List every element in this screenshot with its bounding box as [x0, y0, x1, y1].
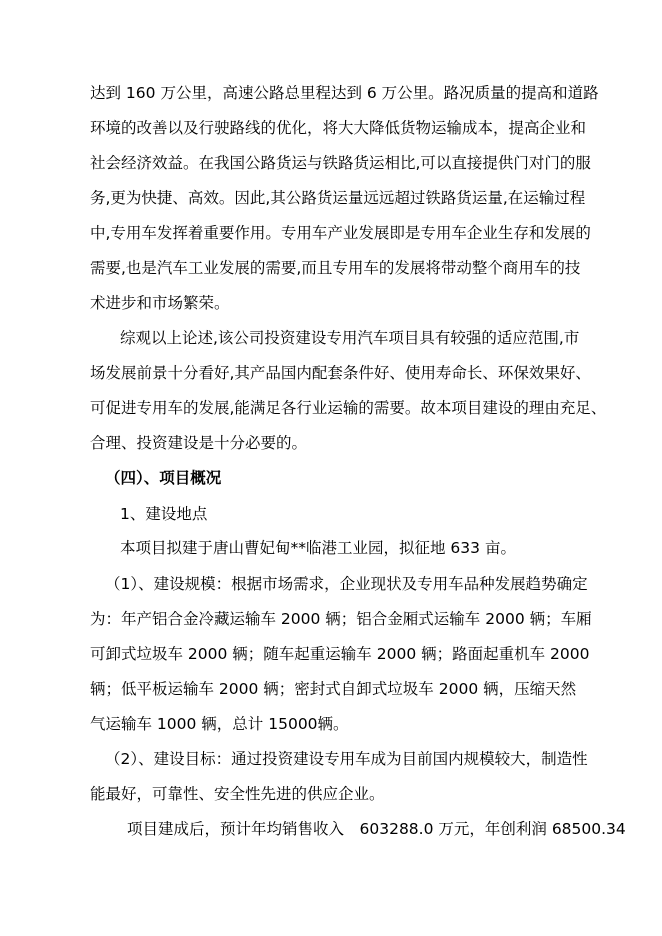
paragraph-line: 达到 160 万公里，高速公路总里程达到 6 万公里。路况质量的提高和道路 [90, 84, 599, 102]
paragraph-line: 社会经济效益。在我国公路货运与铁路货运相比,可以直接提供门对门的服 [90, 154, 591, 172]
paragraph-line: 场发展前景十分看好,其产品国内配套条件好、使用寿命长、环保效果好、 [90, 364, 591, 382]
paragraph-line: 可卸式垃圾车 2000 辆；随车起重运输车 2000 辆；路面起重机车 2000 [90, 645, 590, 663]
paragraph-line: 环境的改善以及行驶路线的优化，将大大降低货物运输成本，提高企业和 [90, 119, 587, 137]
paragraph-line: （1）、建设规模：根据市场需求，企业现状及专用车品种发展趋势确定 [105, 575, 588, 593]
paragraph-line: 中,专用车发挥着重要作用。专用车产业发展即是专用车企业生存和发展的 [90, 224, 591, 242]
paragraph-line: 项目建成后，预计年均销售收入 603288.0 万元，年创利润 68500.34 [127, 820, 626, 838]
paragraph-line: 合理、投资建设是十分必要的。 [90, 434, 308, 452]
paragraph-line: 综观以上论述,该公司投资建设专用汽车项目具有较强的适应范围,市 [120, 329, 580, 347]
paragraph-line: （2）、建设目标：通过投资建设专用车成为目前国内规模较大，制造性 [105, 750, 588, 768]
paragraph-line: 务,更为快捷、高效。因此,其公路货运量远远超过铁路货运量,在运输过程 [90, 189, 586, 207]
paragraph-line: 需要,也是汽车工业发展的需要,而且专用车的发展将带动整个商用车的技 [90, 259, 581, 277]
subheading: 1、建设地点 [120, 505, 208, 523]
paragraph-line: 术进步和市场繁荣。 [90, 294, 230, 312]
paragraph-line: 为：年产铝合金冷藏运输车 2000 辆；铝合金厢式运输车 2000 辆；车厢 [90, 610, 592, 628]
paragraph-line: 本项目拟建于唐山曹妃甸**临港工业园，拟征地 633 亩。 [120, 539, 516, 557]
paragraph-line: 能最好，可靠性、安全性先进的供应企业。 [90, 785, 385, 803]
section-heading: （四）、项目概况 [105, 469, 222, 487]
paragraph-line: 辆；低平板运输车 2000 辆；密封式自卸式垃圾车 2000 辆，压缩天然 [90, 680, 577, 698]
paragraph-line: 气运输车 1000 辆，总计 15000辆。 [90, 715, 349, 733]
paragraph-line: 可促进专用车的发展,能满足各行业运输的需要。故本项目建设的理由充足、 [90, 399, 607, 417]
